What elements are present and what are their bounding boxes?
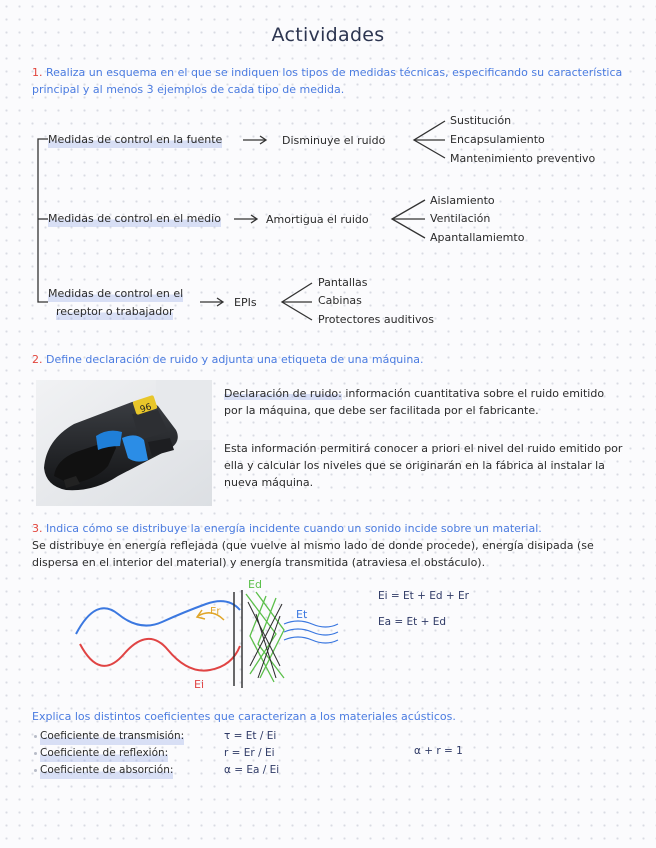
coefficient-label: Coeficiente de transmisión: <box>40 728 184 745</box>
question-text: Define declaración de ruido y adjunta una etiqueta de una máquina. <box>46 353 424 366</box>
group-2-name: Medidas de control en el medio <box>48 212 221 225</box>
group-3-name-line2: receptor o trabajador <box>56 305 174 318</box>
group-1-feature: Disminuye el ruido <box>282 134 386 147</box>
group-3-feature: EPIs <box>234 296 257 309</box>
group-1-example: Sustitución <box>450 114 512 127</box>
formula-2: Ea = Et + Ed <box>378 616 447 628</box>
group-1-name: Medidas de control en la fuente <box>48 133 223 146</box>
group-2-feature: Amortigua el ruido <box>266 213 369 226</box>
question-3 <box>32 520 642 537</box>
group-2-example: Apantallamiemto <box>430 231 525 244</box>
incident-wave-red <box>80 639 240 671</box>
formula-1: Ei = Et + Ed + Er <box>378 590 469 602</box>
definition-term: Declaración de ruido: <box>224 387 342 400</box>
question-2 <box>32 351 632 368</box>
group-1-example: Encapsulamiento <box>450 133 545 146</box>
coefficient-item <box>34 745 434 762</box>
group-2-example: Aislamiento <box>430 194 495 207</box>
q3-answer: Se distribuye en energía reflejada (que vuelve al mismo lado de donde procede), energía disipada (se dispersa en el interior del material) y energía transmitida (atraviesa el obstáculo). <box>32 539 594 569</box>
noise-paragraph: Esta información permitirá conocer a priori el nivel del ruido emitido por ella y calcular los niveles que se originarán en la fábrica al instalar la nueva máquina. <box>224 442 623 489</box>
label-er: Er <box>210 606 221 617</box>
group-3-example: Cabinas <box>318 294 362 307</box>
coefficient-formula: τ = Et / Ei <box>224 730 277 742</box>
question-number: 2. <box>32 353 43 366</box>
coefficient-item <box>34 762 434 779</box>
coefficient-list <box>34 728 434 779</box>
group-2-example: Ventilación <box>430 212 491 225</box>
coefficient-label: Coeficiente de absorción: <box>40 762 173 779</box>
label-et: Et <box>296 608 308 621</box>
coefficients-heading: Explica los distintos coeficientes que caracterizan a los materiales acústicos. <box>32 710 456 723</box>
coefficient-formula: α = Ea / Ei <box>224 764 280 776</box>
group-3-example: Pantallas <box>318 276 368 289</box>
transmitted-waves <box>284 621 338 643</box>
definition-text: información cuantitativa sobre el ruido emitido por la máquina, que debe ser facilitada por el fabricante. <box>224 387 605 417</box>
page-title: Actividades <box>271 24 385 46</box>
coefficient-item <box>34 728 434 745</box>
group-3-example: Protectores auditivos <box>318 313 434 326</box>
coefficient-label: Coeficiente de reflexión: <box>40 745 168 762</box>
machine-photo <box>36 380 212 506</box>
coefficient-bullet <box>34 752 37 755</box>
group-3-name-line1: Medidas de control en el <box>48 287 184 300</box>
question-text: Indica cómo se distribuye la energía incidente cuando un sonido incide sobre un material. <box>46 522 542 535</box>
coefficient-bullet <box>34 735 37 738</box>
machine-label-text: 96 <box>138 402 153 416</box>
coefficient-formula: r = Er / Ei <box>224 747 275 759</box>
question-number: 3. <box>32 522 43 535</box>
label-ed: Ed <box>248 578 262 591</box>
question-text: Realiza un esquema en el que se indiquen los tipos de medidas técnicas, especificando su característica principal y al menos 3 ejemplos de cada tipo de medida. <box>32 66 623 96</box>
energy-diagram <box>70 574 350 694</box>
label-ei: Ei <box>194 678 205 691</box>
scheme-bracket <box>38 139 48 302</box>
question-number: 1. <box>32 66 43 79</box>
coefficient-bullet <box>34 769 37 772</box>
coefficient-sum: α + r = 1 <box>414 745 463 757</box>
group-1-example: Mantenimiento preventivo <box>450 152 596 165</box>
noise-definition <box>224 385 624 419</box>
